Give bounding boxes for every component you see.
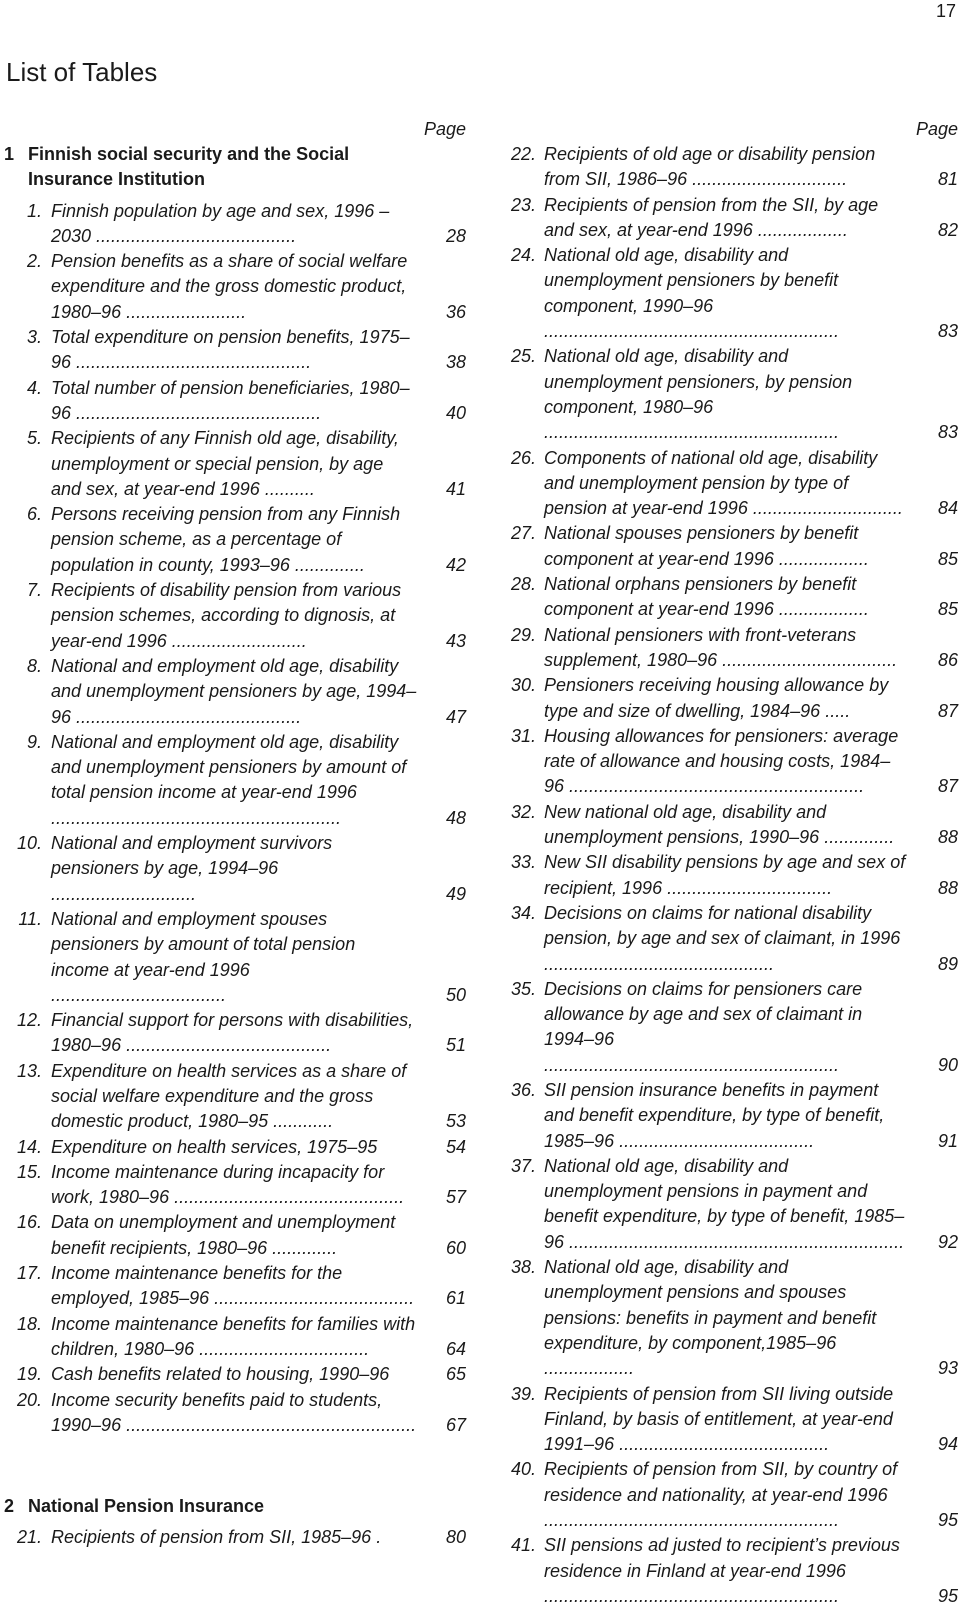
table-entry [500, 1078, 960, 1154]
entry-page: 81 [937, 169, 958, 190]
entry-number: 20. [16, 1389, 42, 1410]
entry-number: 32. [510, 801, 536, 822]
entry-page: 42 [445, 554, 466, 575]
table-entry [500, 572, 960, 623]
table-entry [500, 623, 960, 674]
entry-title: National old age, disability and unemployment pensions and spouses pensions: benefits in payment and benefit expenditure, by component,1985–96 .................. [544, 1257, 877, 1379]
table-entry [0, 325, 468, 376]
entry-title: Pension benefits as a share of social welfare expenditure and the gross domestic product, 1980–96 ........................ [51, 251, 408, 322]
entry-number: 38. [510, 1257, 536, 1278]
entry-page: 86 [937, 649, 958, 670]
entry-page: 93 [937, 1358, 958, 1379]
entry-title: Recipients of any Finnish old age, disability, unemployment or special pension, by age and sex, at year-end 1996 .......... [51, 428, 399, 499]
entry-number: 3. [26, 327, 42, 348]
entry-title: Persons receiving pension from any Finnish pension scheme, as a percentage of population in county, 1993–96 .............. [51, 504, 401, 575]
table-entry [500, 1382, 960, 1458]
entry-title: Income maintenance benefits for the employed, 1985–96 ........................................ [51, 1263, 415, 1309]
entry-title: National orphans pensioners by benefit component at year-end 1996 .................. [544, 574, 869, 620]
page-column-header: Page [423, 119, 466, 139]
entry-page: 85 [937, 548, 958, 569]
entry-title: Finnish population by age and sex, 1996 –2030 ........................................ [51, 200, 390, 246]
entry-title: National and employment old age, disability and unemployment pensioners by age, 1994–96 ............................................. [51, 655, 417, 727]
spacer [0, 1438, 468, 1494]
table-entry [500, 673, 960, 724]
entry-number: 29. [510, 624, 536, 645]
entry-page: 92 [937, 1231, 958, 1252]
table-entry [500, 446, 960, 522]
entry-title: SII pension insurance benefits in payment and benefit expenditure, by type of benefit, 1985–96 ....................................... [544, 1079, 885, 1151]
table-entry [500, 977, 960, 1078]
entry-title: SII pensions ad justed to recipient’s previous residence in Finland at year-end 1996 ........................................................... [544, 1535, 900, 1606]
entry-page: 84 [937, 498, 958, 519]
entry-number: 25. [510, 346, 536, 367]
entry-title: Recipients of old age or disability pension from SII, 1986–96 ............................... [544, 144, 876, 190]
entry-title: Income maintenance benefits for families with children, 1980–96 .................................. [51, 1313, 416, 1359]
entry-number: 22. [510, 144, 536, 164]
entry-page: 94 [937, 1434, 958, 1455]
entry-title: Housing allowances for pensioners: average rate of allowance and housing costs, 1984–96 ........................................................... [544, 725, 899, 797]
entry-title: National and employment spouses pensioners by amount of total pension income at year-end 1996 ................................... [51, 908, 356, 1005]
entry-title: Components of national old age, disability and unemployment pension by type of pension at year-end 1996 .............................. [544, 447, 903, 519]
entry-page: 64 [445, 1338, 466, 1359]
entry-title: Recipients of pension from the SII, by age and sex, at year-end 1996 .................. [544, 194, 879, 240]
entry-title: Income maintenance during incapacity for work, 1980–96 .............................................. [51, 1161, 405, 1208]
table-entry [0, 502, 468, 578]
entry-title: National old age, disability and unemployment pensioners, by pension component, 1980–96 ........................................................... [544, 346, 853, 443]
entry-title: Data on unemployment and unemployment benefit recipients, 1980–96 ............. [51, 1212, 396, 1258]
table-entry [500, 724, 960, 800]
entry-number: 27. [510, 523, 536, 544]
page-title: List of Tables [6, 57, 158, 87]
table-entry [500, 243, 960, 344]
entry-page: 65 [445, 1364, 466, 1385]
entry-title: National and employment survivors pensioners by age, 1994–96 ............................. [51, 833, 333, 904]
table-entry [0, 1135, 468, 1160]
entry-number: 40. [510, 1459, 536, 1480]
entry-number: 19. [16, 1364, 42, 1385]
entry-page: 95 [937, 1510, 958, 1531]
table-entry [500, 142, 960, 193]
section-number: 2 [4, 1496, 15, 1517]
left-entries [0, 142, 468, 1551]
entry-number: 6. [26, 504, 42, 525]
entry-number: 33. [510, 852, 536, 873]
entry-number: 39. [510, 1383, 536, 1404]
entry-number: 14. [16, 1136, 42, 1157]
entry-title: Expenditure on health services, 1975–95 [51, 1136, 378, 1157]
entry-number: 12. [16, 1010, 42, 1031]
table-entry [0, 831, 468, 907]
entry-number: 13. [16, 1060, 42, 1081]
entry-page: 90 [937, 1054, 958, 1075]
entry-title: Recipients of pension from SII living outside Finland, by basis of entitlement, at year-end 1991–96 .......................................... [544, 1383, 894, 1455]
entry-number: 8. [26, 655, 42, 676]
section-title: Finnish social security and the Social Insurance Institution [28, 144, 350, 190]
table-entry [0, 1388, 468, 1439]
table-entry [0, 1008, 468, 1059]
table-entry [0, 1160, 468, 1211]
entry-page: 51 [445, 1035, 466, 1056]
entry-page: 28 [445, 225, 466, 246]
table-entry [500, 1533, 960, 1609]
entry-number: 28. [510, 574, 536, 595]
entry-number: 15. [16, 1161, 42, 1182]
entry-page: 41 [445, 478, 466, 499]
table-entry [500, 193, 960, 244]
entry-page: 88 [937, 877, 958, 898]
entry-page: 50 [445, 984, 466, 1005]
entry-page: 88 [937, 827, 958, 848]
entry-number: 23. [510, 194, 536, 215]
table-entry [0, 578, 468, 654]
entry-title: Income security benefits paid to students, 1990–96 .......................................................... [51, 1389, 417, 1435]
entry-title: New SII disability pensions by age and sex of recipient, 1996 ................................. [544, 852, 906, 898]
table-entry [0, 426, 468, 502]
entry-page: 38 [445, 352, 466, 373]
entry-title: National old age, disability and unemployment pensioners by benefit component, 1990–96 ........................................................... [544, 245, 840, 342]
entry-title: Recipients of pension from SII, 1985–96 . [51, 1527, 382, 1548]
entry-page: 95 [937, 1585, 958, 1606]
table-entry [0, 1312, 468, 1363]
entry-number: 41. [510, 1535, 536, 1556]
page-number: 17 [935, 1, 956, 21]
entry-title: National spouses pensioners by benefit component at year-end 1996 .................. [544, 523, 869, 569]
entry-page: 89 [937, 953, 958, 974]
entry-title: National old age, disability and unemployment pensions in payment and benefit expenditure, by type of benefit, 1985–96 ................................................................... [544, 1155, 905, 1252]
entry-title: Decisions on claims for pensioners care allowance by age and sex of claimant in 1994–96 ........................................................... [544, 978, 863, 1075]
entry-number: 16. [16, 1212, 42, 1233]
entry-page: 82 [937, 219, 958, 240]
entry-title: Pensioners receiving housing allowance by type and size of dwelling, 1984–96 ..... [544, 675, 889, 721]
entry-title: Cash benefits related to housing, 1990–96 [51, 1364, 390, 1385]
entry-page: 60 [445, 1237, 466, 1258]
table-entry [500, 850, 960, 901]
entry-title: Total expenditure on pension benefits, 1975–96 ............................................... [51, 327, 410, 373]
entry-page: 80 [445, 1527, 466, 1548]
table-entry [0, 199, 468, 250]
entry-number: 5. [26, 428, 42, 449]
table-entry [0, 1210, 468, 1261]
entry-title: National pensioners with front-veterans supplement, 1980–96 ................................... [544, 624, 898, 670]
entry-page: 85 [937, 599, 958, 620]
entry-title: Financial support for persons with disabilities, 1980–96 ......................................... [51, 1010, 414, 1056]
entry-title: Total number of pension beneficiaries, 1980–96 ................................................. [51, 377, 410, 423]
table-entry [0, 654, 468, 730]
table-entry [0, 376, 468, 427]
entry-page: 48 [445, 807, 466, 828]
entry-title: Recipients of disability pension from various pension schemes, according to dignosis, at year-end 1996 ........................... [51, 580, 402, 651]
entry-title: Decisions on claims for national disability pension, by age and sex of claimant, in 1996 .............................................. [544, 902, 901, 974]
table-entry [0, 907, 468, 1008]
entry-page: 87 [937, 776, 958, 797]
section-title: National Pension Insurance [28, 1496, 265, 1517]
table-entry [0, 1362, 468, 1387]
table-entry [500, 521, 960, 572]
table-entry [0, 730, 468, 831]
entry-title: New national old age, disability and unemployment pensions, 1990–96 .............. [544, 801, 895, 848]
entry-page: 43 [445, 630, 466, 651]
entry-page: 83 [937, 321, 958, 342]
table-entry [500, 800, 960, 851]
entry-number: 36. [510, 1079, 536, 1100]
entry-page: 67 [445, 1414, 466, 1435]
entry-page: 54 [445, 1136, 466, 1157]
entry-number: 24. [510, 245, 536, 266]
table-entry [0, 1525, 468, 1550]
entry-number: 2. [26, 251, 42, 272]
entry-number: 37. [510, 1155, 536, 1176]
entry-number: 35. [510, 978, 536, 999]
right-entries [500, 142, 960, 1609]
entry-number: 10. [16, 833, 42, 854]
entry-page: 47 [445, 706, 466, 727]
section-number: 1 [4, 144, 15, 164]
entry-title: Recipients of pension from SII, by country of residence and nationality, at year-end 1996 ........................................................... [544, 1459, 898, 1531]
entry-page: 83 [937, 422, 958, 443]
table-entry [0, 249, 468, 325]
section-heading [0, 142, 468, 193]
entry-number: 11. [18, 908, 42, 929]
entry-number: 7. [26, 580, 42, 601]
entry-number: 18. [16, 1313, 42, 1334]
entry-page: 40 [445, 402, 466, 423]
table-entry [0, 1261, 468, 1312]
entry-number: 17. [16, 1263, 42, 1284]
table-entry [500, 1457, 960, 1533]
entry-number: 1. [26, 200, 42, 221]
entry-page: 36 [445, 301, 466, 322]
entry-page: 91 [937, 1130, 958, 1151]
table-entry [500, 1154, 960, 1255]
entry-title: Expenditure on health services as a share of social welfare expenditure and the gross domestic product, 1980–95 ............ [51, 1060, 407, 1132]
entry-page: 61 [445, 1288, 466, 1309]
entry-number: 31. [510, 725, 536, 746]
entry-page: 57 [445, 1187, 466, 1208]
page-column-header: Page [915, 119, 958, 139]
entry-page: 53 [445, 1111, 466, 1132]
entry-number: 30. [510, 675, 536, 696]
entry-page: 49 [445, 883, 466, 904]
entry-number: 21. [16, 1527, 42, 1548]
entry-number: 34. [510, 902, 536, 923]
section-heading [0, 1494, 468, 1519]
entry-number: 4. [26, 377, 42, 398]
table-entry [500, 1255, 960, 1381]
entry-number: 26. [510, 447, 536, 468]
table-entry [0, 1059, 468, 1135]
entry-page: 87 [937, 700, 958, 721]
table-entry [500, 344, 960, 445]
entry-title: National and employment old age, disability and unemployment pensioners by amount of total pension income at year-end 1996 .......................................................... [51, 731, 407, 828]
table-entry [500, 901, 960, 977]
entry-number: 9. [26, 731, 42, 752]
